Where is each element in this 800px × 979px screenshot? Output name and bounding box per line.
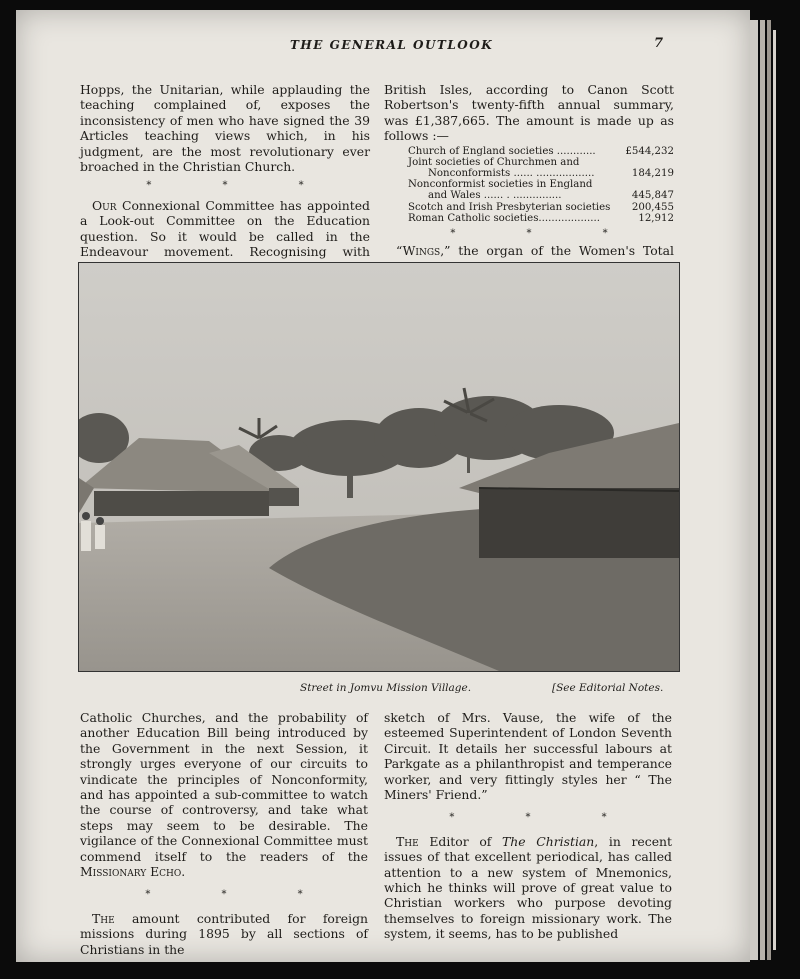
section-break: * * * [450, 228, 642, 240]
photo-illustration [79, 263, 679, 671]
section-break: * * * [145, 889, 337, 901]
table-row: and Wales ...... . ............... 445,847 [428, 190, 674, 202]
village-street-photo [78, 262, 680, 672]
paragraph: The amount contributed for foreign missions during 1895 by all sections of Christians in the [80, 910, 368, 957]
lead-word: “Wings,” [396, 243, 451, 259]
table-row: Joint societies of Churchmen and [408, 156, 580, 168]
column-bottom-left [80, 710, 368, 957]
section-break: * * * [449, 812, 641, 824]
paragraph: “Wings,” the organ of the Women's Total [396, 243, 674, 259]
contributions-table [384, 146, 674, 224]
column-top-right [384, 82, 674, 290]
page-stack-edge [750, 20, 758, 960]
paragraph: British Isles, according to Canon Scott Robertson's twenty-fifth annual summary, was £1,387,665. The amount is made up as follows :— [384, 82, 674, 144]
publication-name: The Christian [502, 833, 595, 849]
page-stack-edge [767, 20, 771, 960]
column-top-left [80, 82, 370, 290]
publication-name: Missionary Echo. [80, 864, 186, 880]
page-stack-edge [773, 30, 776, 950]
page-number: 7 [654, 36, 664, 51]
lead-word: Our [92, 197, 117, 213]
table-row: Church of England societies ............ £544,232 [408, 145, 674, 157]
table-row: Roman Catholic societies................... 12,912 [408, 212, 674, 224]
lead-word: The [396, 833, 419, 849]
paragraph: sketch of Mrs. Vause, the wife of the esteemed Superintendent of London Seventh Circuit. It details her successful labours at Parkgate as a philanthropist and temperance worker, and very fittingly styles her “ The Miners' Friend.” [384, 710, 672, 803]
running-head: THE GENERAL OUTLOOK [290, 38, 494, 52]
table-row: Nonconformist societies in England [408, 179, 593, 191]
editorial-note-reference: [See Editorial Notes. [552, 682, 664, 694]
page-stack-edge [760, 20, 765, 960]
table-row: Nonconformists ...... .................. 184,219 [428, 168, 674, 180]
lead-word: The [92, 910, 115, 926]
paragraph: The Editor of The Christian, in recent issues of that excellent periodical, has called attention to a new system of Mnemonics, which he thinks will prove of great value to Christian workers who purpose devoting themselves to foreign missionary work. The system, it seems, has to be published [384, 833, 672, 942]
paragraph: Hopps, the Unitarian, while applauding the teaching complained of, exposes the inconsistency of men who have signed the 39 Articles teaching views which, in his judgment, are the most revolutionary ever broached in the Christian Church. [80, 82, 370, 175]
column-bottom-right [384, 710, 672, 942]
paragraph: Our Connexional Committee has appointed a Look-out Committee on the Education question. So it would be called in the Endeavour movement. Recognising with [80, 197, 370, 260]
paragraph: Catholic Churches, and the probability of another Education Bill being introduced by the Government in the next Session, it strongly urges everyone of our circuits to vindicate the principles of Nonconformity, and has appointed a sub-committee to watch the course of controversy, and take what steps may seem to be desirable. The vigilance of the Connexional Committee must commend itself to the readers of the Missionary Echo. [80, 710, 368, 880]
section-break: * * * [146, 180, 338, 192]
photo-caption: Street in Jomvu Mission Village. [300, 682, 472, 694]
table-row: Scotch and Irish Presbyterian societies 200,455 [408, 201, 674, 213]
